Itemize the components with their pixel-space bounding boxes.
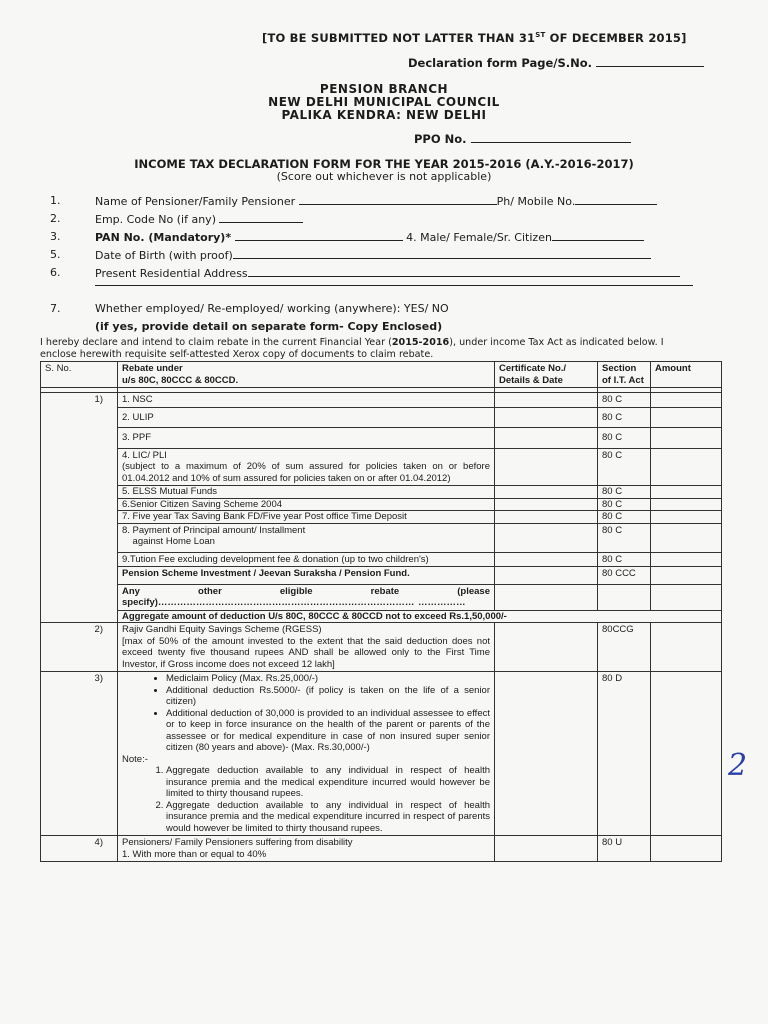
table-row [41,552,722,567]
cert-cell[interactable] [495,486,598,499]
rgess-desc: Rajiv Gandhi Equity Savings Scheme (RGESS) [max of 50% of the amount invested to the extent that the said deduction does not exceed twenty five thousand rupees AND shall be allowed only to the First Time Investor, if Gross income does not exceed 12 lakh] [118,623,495,672]
rebate-desc: 8. Payment of Principal amount/ Installment against Home Loan [118,523,495,552]
serial-blank[interactable] [596,56,704,67]
amount-cell[interactable] [651,448,722,486]
list-item: 2. Aggregate deduction available to any individual in respect of health insurance premia and the medical expenditure incurred in respect of parents would however be limited to thirty thousand rupees. [166,800,490,835]
group1-sno: 1) [41,393,118,623]
group2-sno: 2) [41,623,118,672]
other-rebate-desc: Any other eligible rebate (please specify)……………………………………………………………………… …………… [118,584,495,610]
cert-cell[interactable] [495,523,598,552]
amount-cell[interactable] [651,498,722,511]
section-cell: 80CCG [598,623,651,672]
header-rebate: Rebate under u/s 80C, 80CCC & 80CCD. [118,362,495,388]
amount-cell[interactable] [651,623,722,672]
cert-cell[interactable] [495,584,598,610]
field-num-1: 1. [50,194,61,207]
cert-cell[interactable] [495,393,598,408]
field-address: Present Residential Address [95,266,680,280]
field-pan: PAN No. (Mandatory)* 4. Male/ Female/Sr. Citizen [95,230,644,244]
section-cell [598,584,651,610]
section-cell: 80 C [598,498,651,511]
table-row [41,623,722,672]
table-row [41,428,722,449]
mobile-blank[interactable] [575,194,657,205]
field-name-pensioner: Name of Pensioner/Family Pensioner Ph/ Mobile No. [95,194,657,208]
cert-cell[interactable] [495,672,598,836]
list-item: 1. Aggregate deduction available to any individual in respect of health insurance premia and the medical expenditure incurred would however be limited to thirty thousand rupees. [166,765,490,800]
table-row [41,836,722,862]
table-row [41,393,722,408]
table-row [41,511,722,524]
mediclaim-desc [118,672,495,836]
section-cell: 80 C [598,486,651,499]
org-line-2: NEW DELHI MUNICIPAL COUNCIL [268,95,500,109]
section-cell: 80 C [598,523,651,552]
group3-sno: 3) [41,672,118,836]
address-blank-line-2[interactable] [95,285,693,286]
table-header-row [41,362,722,388]
section-cell: 80 C [598,448,651,486]
aggregate-row [41,610,722,623]
org-line-3: PALIKA KENDRA: NEW DELHI [281,108,487,122]
form-subtitle: (Score out whichever is not applicable) [276,170,492,183]
gender-blank[interactable] [552,230,644,241]
ppo-number: PPO No. [414,132,631,146]
amount-cell[interactable] [651,428,722,449]
cert-cell[interactable] [495,623,598,672]
name-blank[interactable] [299,194,497,205]
table-row [41,448,722,486]
amount-cell[interactable] [651,407,722,428]
submission-deadline-note: [TO BE SUBMITTED NOT LATTER THAN 31ST OF DECEMBER 2015] [262,31,687,45]
field-num-3: 3. [50,230,61,243]
section-cell: 80 C [598,511,651,524]
group4-sno: 4) [41,836,118,862]
amount-cell[interactable] [651,584,722,610]
field-num-6: 6. [50,266,61,279]
employment-note: (if yes, provide detail on separate form- Copy Enclosed) [95,320,443,333]
rebate-desc: 9.Tution Fee excluding development fee & donation (up to two children's) [118,552,495,567]
field-num-2: 2. [50,212,61,225]
table-row [41,672,722,836]
header-sno: S. No. [41,362,118,388]
table-row [41,584,722,610]
section-cell: 80 C [598,552,651,567]
note-label: Note:- [122,753,148,765]
rebate-desc: 2. ULIP [118,407,495,428]
table-row [41,407,722,428]
header-certificate: Certificate No./ Details & Date [495,362,598,388]
cert-cell[interactable] [495,567,598,585]
address-blank[interactable] [248,266,680,277]
emp-code-blank[interactable] [219,212,303,223]
org-line-1: PENSION BRANCH [319,82,449,96]
table-row [41,498,722,511]
rebate-desc: 7. Five year Tax Saving Bank FD/Five year Post office Time Deposit [118,511,495,524]
amount-cell[interactable] [651,552,722,567]
form-title: INCOME TAX DECLARATION FORM FOR THE YEAR 2015-2016 (A.Y.-2016-2017) [134,157,634,171]
field-dob: Date of Birth (with proof) [95,248,651,262]
rebate-desc: 4. LIC/ PLI (subject to a maximum of 20% of sum assured for policies taken on or before 01.04.2012 and 10% of sum assured for policies taken on or after 01.04.2012) [118,448,495,486]
field-employment: Whether employed/ Re-employed/ working (anywhere): YES/ NO [95,302,449,315]
rebate-desc: 1. NSC [118,393,495,408]
section-cell: 80 U [598,836,651,862]
header-section: Section of I.T. Act [598,362,651,388]
section-cell: 80 C [598,428,651,449]
list-item: • Additional deduction of 30,000 is provided to an individual assessee to effect or to keep in force insurance on the health of the parent or parents of the assessee or for medical expenditure in case of non insured super senior citizen (80 years and above)- (Max. Rs.30,000/-) [166,708,490,754]
pension-scheme-desc: Pension Scheme Investment / Jeevan Suraksha / Pension Fund. [118,567,495,585]
amount-cell[interactable] [651,567,722,585]
cert-cell[interactable] [495,552,598,567]
aggregate-note: Aggregate amount of deduction U/s 80C, 80CCC & 80CCD not to exceed Rs.1,50,000/- [118,610,722,623]
rebate-desc: 6.Senior Citizen Saving Scheme 2004 [118,498,495,511]
rebate-desc: 3. PPF [118,428,495,449]
amount-cell[interactable] [651,523,722,552]
header-amount: Amount [651,362,722,388]
list-item: • Mediclaim Policy (Max. Rs.25,000/-) [166,673,490,685]
list-item: • Additional deduction Rs.5000/- (if policy is taken on the life of a senior citizen) [166,685,490,708]
disability-desc: Pensioners/ Family Pensioners suffering from disability 1. With more than or equal to 40% [118,836,495,862]
cert-cell[interactable] [495,428,598,449]
cert-cell[interactable] [495,511,598,524]
table-row [41,523,722,552]
handwritten-mark: 2 [728,748,748,783]
ppo-blank[interactable] [471,132,631,143]
cert-cell[interactable] [495,448,598,486]
field-num-7: 7. [50,302,61,315]
cert-cell[interactable] [495,836,598,862]
pan-blank[interactable] [235,230,403,241]
field-num-5: 5. [50,248,61,261]
field-emp-code: Emp. Code No (if any) [95,212,303,226]
rebate-table [40,361,722,862]
section-cell: 80 CCC [598,567,651,585]
table-row [41,486,722,499]
declaration-intro: I hereby declare and intend to claim rebate in the current Financial Year (2015-2016), under income Tax Act as indicated below. I enclose herewith requisite self-attested Xerox copy of documents to claim rebate. [40,337,664,360]
dob-blank[interactable] [233,248,651,259]
declaration-page-serial: Declaration form Page/S.No. [408,56,704,70]
section-cell: 80 C [598,393,651,408]
amount-cell[interactable] [651,511,722,524]
section-cell: 80 C [598,407,651,428]
amount-cell[interactable] [651,486,722,499]
section-cell: 80 D [598,672,651,836]
mediclaim-bullets [122,673,490,754]
cert-cell[interactable] [495,407,598,428]
amount-cell[interactable] [651,672,722,836]
cert-cell[interactable] [495,498,598,511]
amount-cell[interactable] [651,393,722,408]
rebate-desc: 5. ELSS Mutual Funds [118,486,495,499]
mediclaim-notes [122,765,490,834]
table-row [41,567,722,585]
amount-cell[interactable] [651,836,722,862]
